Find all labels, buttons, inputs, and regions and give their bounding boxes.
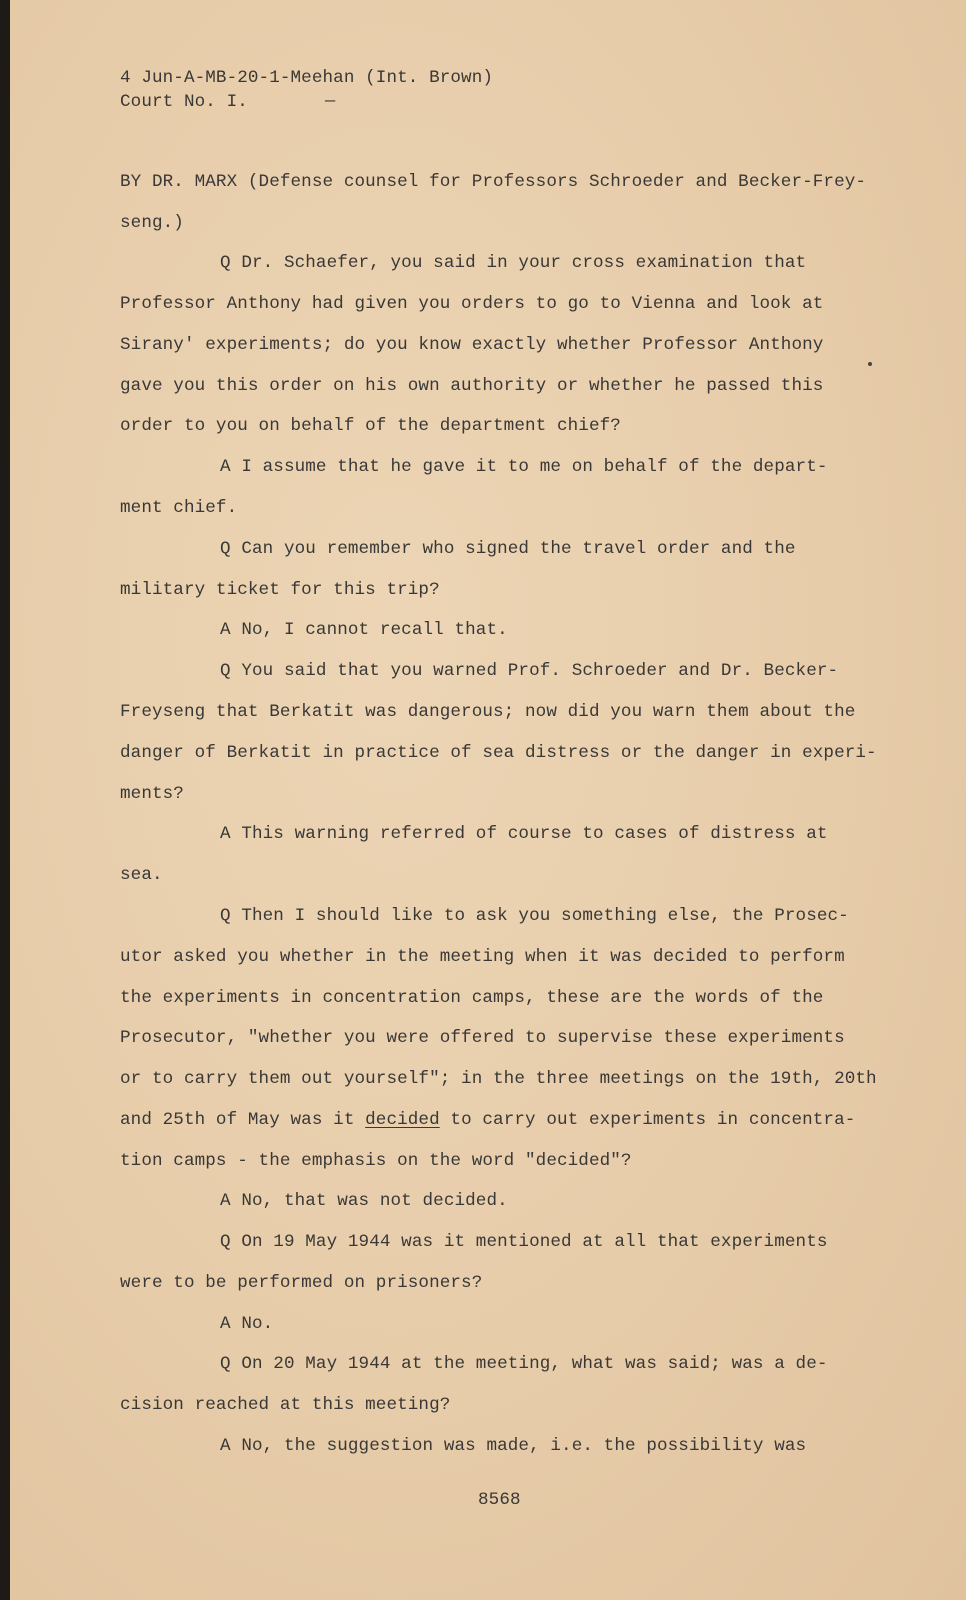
text-line: ment chief.	[120, 498, 238, 518]
text-segment: and 25th of May was it	[120, 1110, 366, 1130]
text-line: Prosecutor, "whether you were offered to supervise these experiments	[120, 1028, 845, 1048]
binding-edge	[0, 0, 10, 1600]
text-line: sea.	[120, 865, 163, 885]
text-line: Q You said that you warned Prof. Schroeder and Dr. Becker-	[220, 661, 839, 681]
text-line: cision reached at this meeting?	[120, 1395, 451, 1415]
paper-speck	[868, 362, 872, 366]
text-line: A I assume that he gave it to me on behalf of the depart-	[220, 457, 828, 477]
text-line: Q Then I should like to ask you something else, the Prosec-	[220, 906, 849, 926]
text-line: seng.)	[120, 213, 184, 233]
header-dash-mark: —	[325, 92, 336, 111]
text-line: or to carry them out yourself"; in the three meetings on the 19th, 20th	[120, 1069, 877, 1089]
text-line: Q Can you remember who signed the travel order and the	[220, 539, 796, 559]
page-number: 8568	[478, 1490, 521, 1510]
header-court: Court No. I.	[120, 92, 248, 112]
text-line: tion camps - the emphasis on the word "decided"?	[120, 1151, 632, 1171]
text-line: danger of Berkatit in practice of sea distress or the danger in experi-	[120, 743, 877, 763]
text-line: A No.	[220, 1314, 274, 1334]
text-line: were to be performed on prisoners?	[120, 1273, 483, 1293]
text-line-with-emphasis	[120, 1110, 855, 1130]
header-reference: 4 Jun-A-MB-20-1-Meehan (Int. Brown)	[120, 68, 494, 88]
text-line: military ticket for this trip?	[120, 580, 440, 600]
text-line: A This warning referred of course to cases of distress at	[220, 824, 828, 844]
text-line: the experiments in concentration camps, these are the words of the	[120, 988, 824, 1008]
text-line: A No, that was not decided.	[220, 1191, 508, 1211]
text-line: Freyseng that Berkatit was dangerous; now did you warn them about the	[120, 702, 856, 722]
text-line: gave you this order on his own authority or whether he passed this	[120, 376, 824, 396]
underlined-word: decided	[365, 1110, 440, 1130]
text-line: Q Dr. Schaefer, you said in your cross examination that	[220, 253, 807, 273]
text-line: A No, I cannot recall that.	[220, 620, 508, 640]
text-line: Professor Anthony had given you orders to go to Vienna and look at	[120, 294, 824, 314]
text-line: Q On 19 May 1944 was it mentioned at all that experiments	[220, 1232, 828, 1252]
text-line: Q On 20 May 1944 at the meeting, what was said; was a de-	[220, 1354, 828, 1374]
text-line: ments?	[120, 784, 184, 804]
text-line: order to you on behalf of the department chief?	[120, 416, 621, 436]
text-segment: to carry out experiments in concentra-	[439, 1110, 856, 1130]
text-line: Sirany' experiments; do you know exactly whether Professor Anthony	[120, 335, 824, 355]
document-page	[10, 0, 966, 1600]
text-line: BY DR. MARX (Defense counsel for Professors Schroeder and Becker-Frey-	[120, 172, 867, 192]
text-line: utor asked you whether in the meeting when it was decided to perform	[120, 947, 845, 967]
text-line: A No, the suggestion was made, i.e. the possibility was	[220, 1436, 807, 1456]
